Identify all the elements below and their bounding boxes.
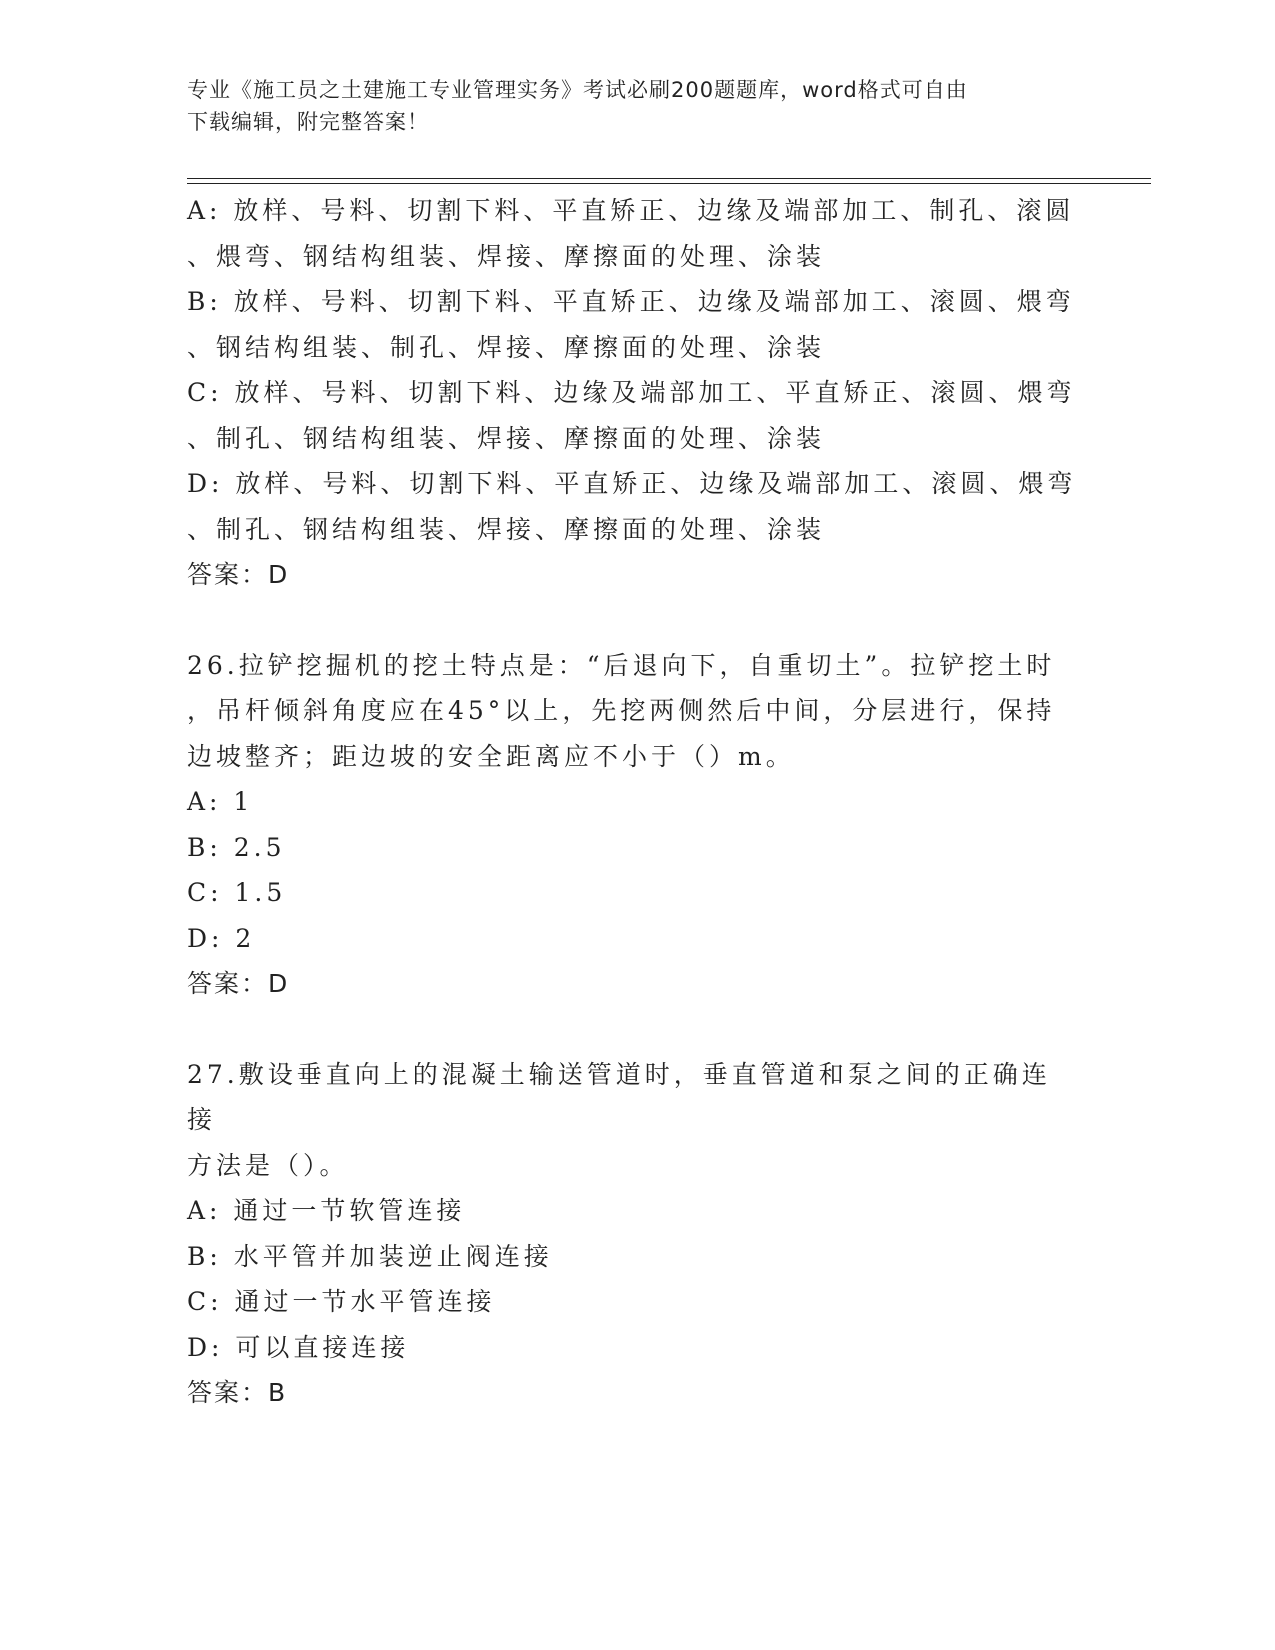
q25-option-b-line-2: 、钢结构组装、制孔、焊接、摩擦面的处理、涂装 (187, 332, 826, 362)
q26-text-line-3: 边坡整齐；距边坡的安全距离应不小于（）m。 (187, 741, 795, 771)
question-spacer (187, 1007, 1077, 1052)
q26-option-d: D: 2 (187, 923, 256, 953)
q25-option-c-line-1: C: 放样、号料、切割下料、边缘及端部加工、平直矫正、滚圆、煨弯 (187, 378, 1076, 407)
q26-option-a: A: 1 (187, 787, 254, 816)
q25-option-b-line-1: B: 放样、号料、切割下料、平直矫正、边缘及端部加工、滚圆、煨弯 (187, 287, 1075, 316)
q27-option-b: B: 水平管并加装逆止阀连接 (187, 1241, 553, 1271)
q26-answer: 答案：D (187, 969, 290, 998)
question-spacer (187, 598, 1077, 643)
q27-option-c: C: 通过一节水平管连接 (187, 1287, 496, 1316)
header-title-line-2: 下载编辑，附完整答案！ (187, 110, 429, 134)
q27-answer: 答案：B (187, 1378, 288, 1407)
q27-option-a: A: 通过一节软管连接 (187, 1196, 466, 1225)
question-26 (187, 643, 1077, 1007)
document-body (187, 188, 1077, 1416)
q25-option-a-line-2: 、煨弯、钢结构组装、焊接、摩擦面的处理、涂装 (187, 241, 826, 271)
question-27 (187, 1052, 1077, 1416)
document-header (187, 74, 1087, 138)
q26-option-b: B: 2.5 (187, 832, 286, 862)
q27-text-line-1: 27.敷设垂直向上的混凝土输送管道时，垂直管道和泵之间的正确连接 (187, 1059, 1051, 1134)
q26-option-c: C: 1.5 (187, 878, 287, 907)
q26-text-line-1: 26.拉铲挖掘机的挖土特点是：“后退向下，自重切土”。拉铲挖土时 (187, 650, 1056, 680)
q27-option-d: D: 可以直接连接 (187, 1332, 410, 1362)
q26-text-line-2: ，吊杆倾斜角度应在45°以上，先挖两侧然后中间，分层进行，保持 (187, 696, 1056, 725)
question-25 (187, 188, 1077, 598)
q25-answer: 答案：D (187, 560, 290, 589)
q25-option-d-line-2: 、制孔、钢结构组装、焊接、摩擦面的处理、涂装 (187, 514, 826, 544)
header-divider-bottom (187, 183, 1151, 184)
q27-text-line-2: 方法是（）。 (187, 1150, 349, 1180)
header-title-line-1: 专业《施工员之土建施工专业管理实务》考试必刷200题题库，word格式可自由 (187, 78, 968, 102)
q25-option-d-line-1: D: 放样、号料、切割下料、平直矫正、边缘及端部加工、滚圆、煨弯 (187, 469, 1077, 498)
q25-option-c-line-2: 、制孔、钢结构组装、焊接、摩擦面的处理、涂装 (187, 423, 826, 453)
q25-option-a-line-1: A: 放样、号料、切割下料、平直矫正、边缘及端部加工、制孔、滚圆 (187, 196, 1075, 225)
header-divider-top (187, 178, 1151, 179)
